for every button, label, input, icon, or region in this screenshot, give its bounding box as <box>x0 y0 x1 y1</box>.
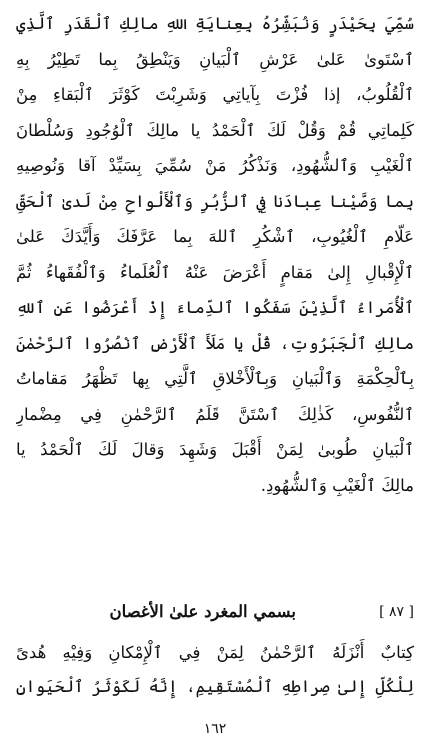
section-text-line: لِلْكُلِّ إِلىٰ صِراطِهِ ٱلْمُسْتَقِيمِ، إِنَّهُ لَكَوْثَرُ ٱلْحَيَوانِ <box>16 677 414 696</box>
section-heading <box>16 599 414 625</box>
text-line: ٱلْإِقْبالِ إِلىٰ مَقامٍ أَعْرَضَ عَنْهُ ٱلْعُلَماءُ وَٱلْفُقَهاءُ ثُمَّ <box>16 262 414 282</box>
text-line: سُمِّيَ بِحَيْدَرٍ وَنُبَشِّرُهُ بِعِنايَةِ اللهِ مالِكِ ٱلْقَدَرِ ٱلَّذِي <box>16 14 414 33</box>
text-line: ٱلْبَيانِ طُوبىٰ لِمَنْ أَقْبَلَ وَشَهِدَ وَقالَ لَكَ ٱلْحَمْدُ يا <box>16 440 414 459</box>
text-line: عَلّامِ ٱلْغُيُوبِ، ٱشْكُرِ ٱللهَ بِما عَرَّفَكَ وَأَيَّدَكَ عَلىٰ <box>16 227 414 246</box>
section-title: بسمي المغرد علىٰ الأغصان <box>109 602 296 621</box>
text-line: ٱلْغَيْبِ وَٱلشُّهُودِ، وَنَذْكُرُ مَنْ سُمِّيَ بِسَيِّدْ آقا وَنُوصِيهِ <box>16 156 414 175</box>
text-line: مالِكِ ٱلْجَبَرُوتِ، قُلْ يا مَلَأَ ٱلْأَرْضِ ٱنْصُرُوا ٱلرَّحْمٰنَ <box>16 333 414 353</box>
section-text-line: كِتابٌ أَنْزَلَهُ ٱلرَّحْمٰنُ لِمَنْ فِي ٱلْإِمْكانِ وَفِيْهِ هُدىً <box>16 643 414 662</box>
body-text <box>16 6 414 503</box>
text-line: ٱسْتَوىٰ عَلىٰ عَرْشِ ٱلْبَيانِ وَيَنْطِقُ بِما تَطِيْرُ بِهِ <box>16 49 414 69</box>
text-line: ٱلنُّفُوسِ، كَذٰلِكَ ٱسْتَنَّ قَلَمُ ٱلرَّحْمٰنِ فِي مِضْمارِ <box>16 404 414 424</box>
text-line: بِٱلْحِكْمَةِ وَٱلْبَيانِ وَبِٱلْأَخْلاقِ ٱلَّتِي بِها تَظْهَرُ مَقاماتُ <box>16 369 414 388</box>
page-number: ١٦٢ <box>203 721 227 737</box>
text-line: كَلِماتِي قُمْ وَقُلْ لَكَ ٱلْحَمْدُ يا مالِكَ ٱلْوُجُودِ وَسُلْطانَ <box>16 120 414 140</box>
section-text <box>16 636 414 704</box>
section-number: [ ٨٧ ] <box>379 604 414 620</box>
text-line: ٱلْأُمَراءُ ٱلَّذِيْنَ سَفَكُوا ٱلدِّماءَ إِذْ أَعْرَضُوا عَنِ ٱللهِ <box>16 298 414 317</box>
text-line: ٱلْقُلُوبُ، إذا فُزْتَ بِآياتِي وَشَرِبْتَ كَوْثَرَ ٱلْبَقاءِ مِنْ <box>16 85 414 104</box>
text-line: بِما وَصَّيْنا عِبادَنا فِي ٱلزُّبُرِ وَٱلْأَلْواحِ مِنْ لَدىٰ ٱلْحَقِّ <box>16 191 414 211</box>
text-line-final: مالِكَ ٱلْغَيْبِ وَٱلشُّهُودِ. <box>260 475 414 495</box>
